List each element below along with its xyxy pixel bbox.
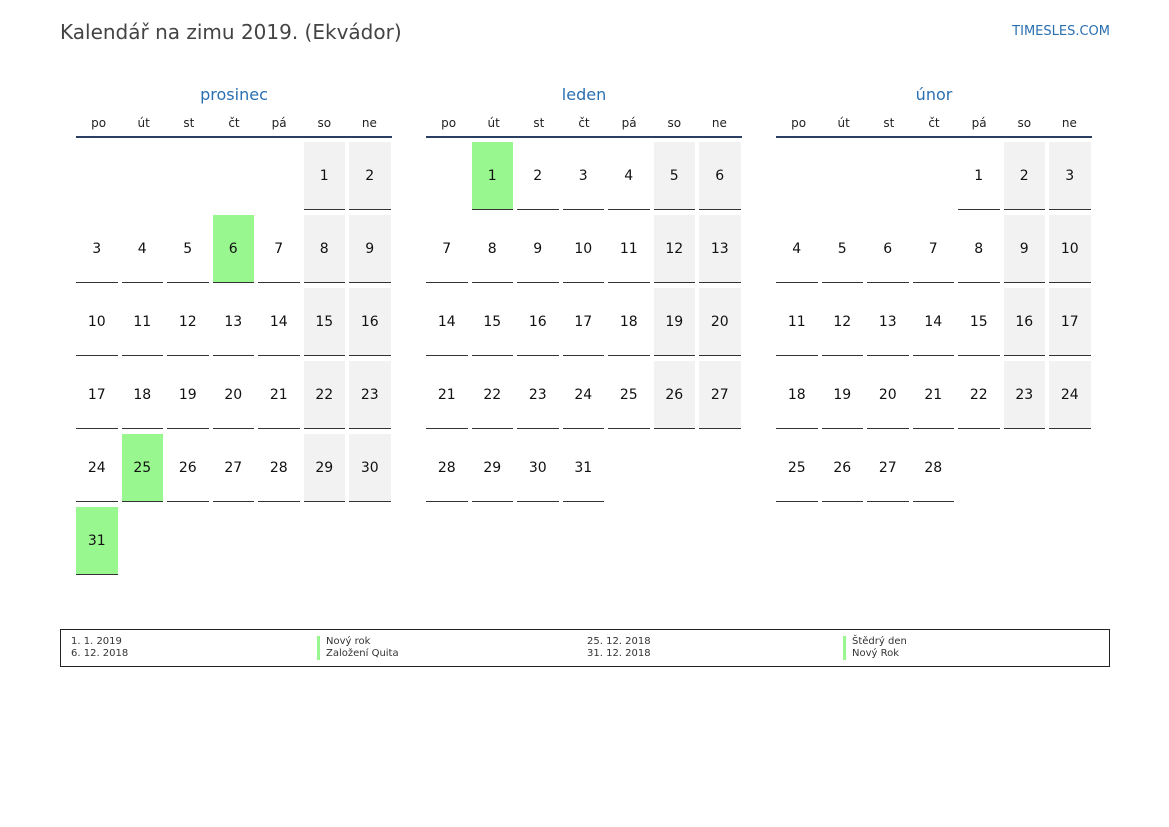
weekday-label: so <box>1017 116 1032 130</box>
weekday-label: čt <box>928 116 940 130</box>
weekday-header <box>776 116 1092 138</box>
weekday-label: ne <box>1061 116 1077 130</box>
weekday-header <box>426 116 742 138</box>
holiday-day-cell: 1 <box>472 142 514 210</box>
empty-cell <box>822 142 864 210</box>
holiday-day-cell: 31 <box>76 507 118 575</box>
day-cell: 16 <box>517 288 559 356</box>
day-cell: 3 <box>563 142 605 210</box>
empty-cell <box>867 142 909 210</box>
day-cell: 21 <box>426 361 468 429</box>
weekday-label: ne <box>361 116 377 130</box>
weekday-label: so <box>667 116 682 130</box>
month-february <box>776 84 1092 502</box>
day-cell: 13 <box>699 215 741 283</box>
month-december <box>76 84 392 575</box>
day-cell: 25 <box>776 434 818 502</box>
day-cell: 24 <box>1049 361 1091 429</box>
day-cell: 22 <box>472 361 514 429</box>
day-cell: 2 <box>1004 142 1046 210</box>
day-cell: 15 <box>304 288 346 356</box>
day-cell: 31 <box>563 434 605 502</box>
weekday-label: st <box>883 116 895 130</box>
legend-dates-col-1 <box>71 636 128 660</box>
day-cell: 10 <box>76 288 118 356</box>
day-cell: 23 <box>1004 361 1046 429</box>
empty-cell <box>913 142 955 210</box>
day-cell: 13 <box>213 288 255 356</box>
day-cell: 2 <box>517 142 559 210</box>
day-cell: 12 <box>167 288 209 356</box>
weekday-label: po <box>91 116 107 130</box>
day-cell: 26 <box>822 434 864 502</box>
weekday-label: pá <box>971 116 987 130</box>
legend-date: 31. 12. 2018 <box>587 648 651 659</box>
weekday-label: pá <box>271 116 287 130</box>
empty-cell <box>426 142 468 210</box>
holiday-legend <box>60 629 1110 667</box>
day-cell: 27 <box>699 361 741 429</box>
month-name: prosinec <box>200 85 268 104</box>
day-cell: 16 <box>1004 288 1046 356</box>
legend-names-col-1 <box>317 636 399 660</box>
day-cell: 6 <box>699 142 741 210</box>
weekday-label: út <box>487 116 500 130</box>
day-cell: 20 <box>213 361 255 429</box>
day-cell: 1 <box>304 142 346 210</box>
day-cell: 25 <box>608 361 650 429</box>
day-cell: 29 <box>472 434 514 502</box>
day-cell: 22 <box>304 361 346 429</box>
day-cell: 10 <box>1049 215 1091 283</box>
day-cell: 18 <box>608 288 650 356</box>
day-cell: 3 <box>1049 142 1091 210</box>
day-cell: 29 <box>304 434 346 502</box>
legend-date: 25. 12. 2018 <box>587 636 651 647</box>
day-cell: 1 <box>958 142 1000 210</box>
day-cell: 8 <box>304 215 346 283</box>
day-cell: 3 <box>76 215 118 283</box>
empty-cell <box>122 142 164 210</box>
day-cell: 4 <box>122 215 164 283</box>
day-cell: 21 <box>258 361 300 429</box>
day-cell: 14 <box>258 288 300 356</box>
month-name: únor <box>915 85 953 104</box>
weekday-label: pá <box>621 116 637 130</box>
legend-names-col-2 <box>843 636 907 660</box>
weekday-label: st <box>183 116 195 130</box>
legend-date: 1. 1. 2019 <box>71 636 122 647</box>
day-cell: 28 <box>913 434 955 502</box>
empty-cell <box>213 142 255 210</box>
holiday-day-cell: 25 <box>122 434 164 502</box>
day-cell: 5 <box>822 215 864 283</box>
day-cell: 5 <box>654 142 696 210</box>
day-cell: 26 <box>167 434 209 502</box>
day-cell: 11 <box>776 288 818 356</box>
day-grid <box>426 142 742 502</box>
legend-holiday-name: Štědrý den <box>843 636 907 648</box>
day-cell: 17 <box>1049 288 1091 356</box>
day-cell: 18 <box>122 361 164 429</box>
empty-cell <box>167 142 209 210</box>
day-cell: 23 <box>349 361 391 429</box>
weekday-label: ne <box>711 116 727 130</box>
day-cell: 23 <box>517 361 559 429</box>
day-cell: 14 <box>913 288 955 356</box>
day-cell: 8 <box>958 215 1000 283</box>
day-cell: 4 <box>776 215 818 283</box>
day-cell: 20 <box>699 288 741 356</box>
day-cell: 30 <box>517 434 559 502</box>
day-cell: 9 <box>1004 215 1046 283</box>
weekday-label: st <box>533 116 545 130</box>
legend-holiday-name: Založení Quita <box>317 648 399 660</box>
legend-holiday-name: Nový Rok <box>843 648 907 660</box>
day-cell: 27 <box>867 434 909 502</box>
legend-dates-col-2 <box>587 636 651 660</box>
weekday-label: po <box>441 116 457 130</box>
legend-holiday-name: Nový rok <box>317 636 399 648</box>
day-cell: 17 <box>76 361 118 429</box>
day-cell: 15 <box>958 288 1000 356</box>
day-cell: 13 <box>867 288 909 356</box>
day-cell: 2 <box>349 142 391 210</box>
day-cell: 8 <box>472 215 514 283</box>
day-cell: 11 <box>122 288 164 356</box>
legend-date: 6. 12. 2018 <box>71 648 129 659</box>
weekday-label: po <box>791 116 807 130</box>
day-cell: 24 <box>563 361 605 429</box>
day-cell: 4 <box>608 142 650 210</box>
day-cell: 7 <box>913 215 955 283</box>
day-grid <box>776 142 1092 502</box>
weekday-label: čt <box>228 116 240 130</box>
day-cell: 12 <box>822 288 864 356</box>
day-cell: 24 <box>76 434 118 502</box>
empty-cell <box>258 142 300 210</box>
empty-cell <box>776 142 818 210</box>
day-cell: 11 <box>608 215 650 283</box>
weekday-label: út <box>137 116 150 130</box>
day-cell: 15 <box>472 288 514 356</box>
day-cell: 7 <box>426 215 468 283</box>
day-cell: 19 <box>167 361 209 429</box>
day-cell: 21 <box>913 361 955 429</box>
day-cell: 28 <box>426 434 468 502</box>
day-cell: 30 <box>349 434 391 502</box>
month-january <box>426 84 742 502</box>
day-cell: 26 <box>654 361 696 429</box>
day-cell: 5 <box>167 215 209 283</box>
site-link[interactable]: TIMESLES.COM <box>1012 24 1110 39</box>
day-cell: 19 <box>654 288 696 356</box>
day-cell: 7 <box>258 215 300 283</box>
day-cell: 28 <box>258 434 300 502</box>
day-cell: 19 <box>822 361 864 429</box>
day-cell: 9 <box>349 215 391 283</box>
day-cell: 10 <box>563 215 605 283</box>
day-cell: 18 <box>776 361 818 429</box>
day-cell: 20 <box>867 361 909 429</box>
day-cell: 12 <box>654 215 696 283</box>
weekday-label: út <box>837 116 850 130</box>
weekday-label: čt <box>578 116 590 130</box>
day-cell: 16 <box>349 288 391 356</box>
holiday-day-cell: 6 <box>213 215 255 283</box>
weekday-label: so <box>317 116 332 130</box>
empty-cell <box>76 142 118 210</box>
day-cell: 22 <box>958 361 1000 429</box>
day-cell: 9 <box>517 215 559 283</box>
page-title: Kalendář na zimu 2019. (Ekvádor) <box>60 20 402 44</box>
day-cell: 14 <box>426 288 468 356</box>
day-cell: 6 <box>867 215 909 283</box>
month-name: leden <box>561 85 607 104</box>
day-cell: 27 <box>213 434 255 502</box>
weekday-header <box>76 116 392 138</box>
day-grid <box>76 142 392 575</box>
day-cell: 17 <box>563 288 605 356</box>
